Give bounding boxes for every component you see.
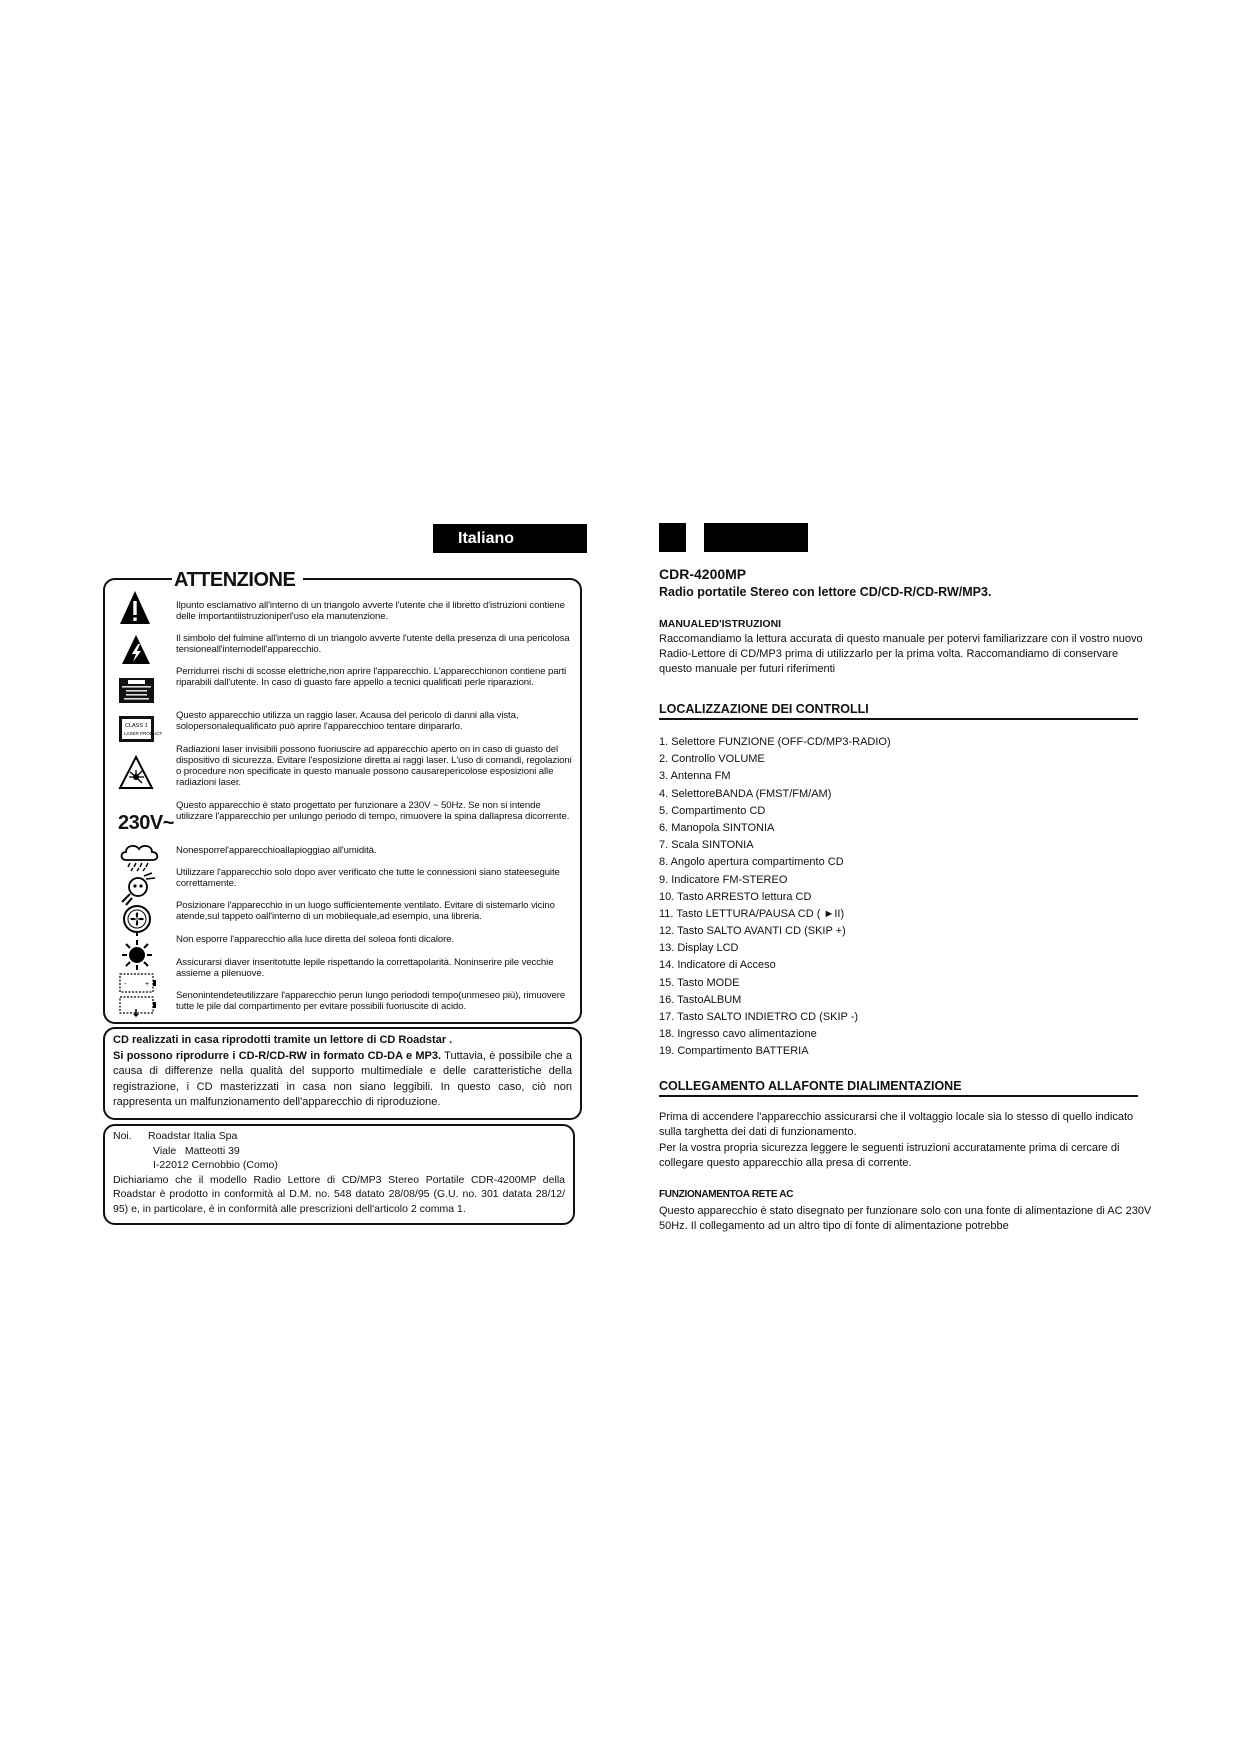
warning-text-voltage: Questo apparecchio è stato progettato per funzionare a 230V ~ 50Hz. Se non si intende utilizzare l'apparecchio per unlungo periodo di tempo, rimuovere la spina dallapresa dicorrente.: [176, 800, 570, 822]
list-item: 3. Antenna FM: [659, 770, 731, 783]
warning-text-exclamation: Ilpunto esclamativo all'interno di un triangolo avverte l'utente che il libretto d'istruzioni contiene delle importantiistruzioniperl'uso ela manutenzione.: [176, 600, 565, 622]
attenzione-title: ATTENZIONE: [172, 568, 303, 592]
list-item: 12. Tasto SALTO AVANTI CD (SKIP +): [659, 925, 846, 938]
voltage-230v-icon: 230V~: [118, 812, 174, 834]
exclamation-triangle-icon: [119, 590, 151, 626]
rain-cloud-icon: [118, 842, 162, 872]
lightning-triangle-icon: [121, 634, 151, 666]
plug-connection-icon: [118, 872, 158, 906]
list-item: 1. Selettore FUNZIONE (OFF-CD/MP3-RADIO): [659, 736, 891, 748]
warning-text-connections: Utilizzare l'apparecchio solo dopo aver verificato che tutte le connessioni siano stateeseguite correttamente.: [176, 867, 560, 889]
declaration-street: Viale Matteotti 39: [153, 1144, 240, 1157]
svg-text:LASER PRODUCT: LASER PRODUCT: [124, 731, 163, 736]
declaration-text: Dichiariamo che il modello Radio Lettore di CD/MP3 Stereo Portatile CDR-4200MP della Roadstar è prodotto in conformità al D.M. no. 548 datato 28/08/95 (G.U. no. 301 datata 28/12/ 95) e, in particolare, è in conformità alle prescrizioni dell'articolo 2 comma 1.: [113, 1173, 565, 1215]
declaration-noi: Noi.: [113, 1130, 132, 1142]
list-item: 6. Manopola SINTONIA: [659, 821, 775, 834]
list-item: 2. Controllo VOLUME: [659, 753, 765, 766]
warning-text-sun: Non esporre l'apparecchio alla luce diretta del soleoa fonti dicalore.: [176, 934, 455, 945]
model-subtitle: Radio portatile Stereo con lettore CD/CD-R/CD-RW/MP3.: [659, 585, 992, 599]
svg-text:CLASS 1: CLASS 1: [125, 723, 148, 729]
battery-polarity-icon: [119, 972, 157, 994]
list-item: 19. Compartimento BATTERIA: [659, 1045, 809, 1058]
manual-heading: MANUALED'ISTRUZIONI: [659, 618, 782, 630]
power-text-2: Per la vostra propria sicurezza leggere le seguenti istruzioni accuratamente prima di cercare di collegare questo apparecchio alla presa di corrente.: [659, 1142, 1120, 1169]
list-item: 16. TastoALBUM: [659, 993, 742, 1006]
list-item: 5. Compartimento CD: [659, 804, 766, 817]
controls-list: [659, 735, 1139, 1062]
warning-text-laser-radiation: Radiazioni laser invisibili possono fuoriuscire ad apparecchio aperto on in caso di guasto del dispositivo di sicurezza. Evitare l'esposizione diretta ai raggi laser. L'uso di comandi, regolazioni o procedure non specificate in questo manuale possono causarepericolose esposizioni alle radiazioni laser.: [176, 744, 572, 788]
power-heading: COLLEGAMENTO ALLAFONTE DIALIMENTAZIONE: [659, 1079, 1138, 1097]
warning-text-battery-polarity: Assicurarsi diaver inseritotutte lepile rispettando la correttapolarità. Noninserire pile vecchie assieme a pilenuove.: [176, 957, 554, 979]
left-page-header-label: Italiano Italiano25: [458, 530, 532, 576]
caution-label-icon: [119, 678, 154, 703]
cd-notice-line1: CD realizzati in casa riprodotti tramite un lettore di CD Roadstar .: [113, 1034, 453, 1046]
controls-heading: LOCALIZZAZIONE DEI CONTROLLI: [659, 702, 1138, 720]
list-item: 11. Tasto LETTURA/PAUSA CD ( ►II): [659, 907, 845, 920]
list-item: 18. Ingresso cavo alimentazione: [659, 1028, 817, 1041]
warning-text-lightning: Il simbolo del fulmine all'interno di un triangolo avverte l'utente della presenza di una pericolosa tensioneall'internodell'apparecchio.: [176, 633, 570, 655]
class1-laser-label-icon: [119, 716, 163, 742]
list-item: 14. Indicatore di Acceso: [659, 959, 776, 972]
svg-text:-: -: [124, 981, 127, 988]
list-item: 17. Tasto SALTO INDIETRO CD (SKIP -): [659, 1011, 859, 1023]
list-item: 9. Indicatore FM-STEREO: [659, 873, 788, 886]
list-item: 10. Tasto ARRESTO lettura CD: [659, 890, 812, 903]
cd-notice-body: [113, 1049, 572, 1111]
manual-text: Raccomandiamo la lettura accurata di questo manuale per potervi familiarizzare con il vostro nuovo Radio-Lettore di CD/MP3 prima di utilizzarlo per la prima volta. Raccomandiamo di conservare questo manuale per futuri riferimenti: [659, 633, 1143, 675]
warning-text-ventilation: Posizionare l'apparecchio in un luogo sufficientemente ventilato. Evitare di sistemarlo vicino atende,sul tappeto oall'interno di un mobilequale,ad esempio, una libreria.: [176, 900, 555, 922]
right-page-header-block-small: [659, 523, 686, 552]
sun-icon: [121, 939, 153, 971]
list-item: 4. SelettoreBANDA (FMST/FM/AM): [659, 787, 832, 800]
laser-triangle-icon: [118, 755, 154, 791]
ac-text: Questo apparecchio è stato disegnato per funzionare solo con una fonte di alimentazione di AC 230V 50Hz. Il collegamento ad un altro tipo di fonte di alimentazione potrebbe: [659, 1205, 1152, 1232]
list-item: 13. Display LCD: [659, 942, 739, 955]
left-page-header: [433, 524, 587, 576]
battery-remove-icon: [119, 995, 157, 1017]
warning-text-laser-class: Questo apparecchio utilizza un raggio laser. Acausa del pericolo di danni alla vista, solopersonalequalificato può aprire l'apparecchioo tentare diripararlo.: [176, 710, 519, 732]
cd-notice-box: [103, 1027, 582, 1120]
cd-notice-bold: Si possono riprodurre i CD-R/CD-RW in formato CD-DA e MP3.: [113, 1049, 442, 1062]
list-item: 7. Scala SINTONIA: [659, 839, 754, 852]
declaration-header: [113, 1129, 565, 1144]
ventilation-fan-icon: [121, 903, 153, 937]
declaration-box: [103, 1124, 575, 1225]
warning-text-caution: Perridurrei rischi di scosse elettriche,non aprire l'apparecchio. L'apparecchionon contiene parti riparabili dall'utente. In caso di guasto fare appello a tecnici qualificati perle riparazioni.: [176, 666, 567, 688]
power-text-1: Prima di accendere l'apparecchio assicurarsi che il voltaggio locale sia lo stesso di quello indicato sulla targhetta dei dati di funzionamento.: [659, 1111, 1134, 1138]
list-item: 8. Angolo apertura compartimento CD: [659, 856, 844, 869]
declaration-company: Roadstar Italia Spa: [148, 1130, 238, 1142]
cd-notice-rest: Tuttavia, è possibile che a causa di differenze nella qualità del supporto multimediale e delle caratteristiche della registrazione, i CD masterizzati in casa non siano leggibili. In questo caso, ciò non rappresenta un malfunzionamento dell'apparecchio di riproduzione.: [113, 1049, 572, 1108]
ac-heading: FUNZIONAMENTOA RETE AC: [659, 1189, 794, 1200]
warning-text-rain: Nonesporrel'apparecchioallapioggiao all'umidità.: [176, 845, 377, 856]
model-title: CDR-4200MP: [659, 566, 747, 582]
declaration-city: I-22012 Cernobbio (Como): [153, 1159, 278, 1171]
right-page-header-block: [704, 523, 808, 552]
warning-text-battery-remove: Senonintendeteutilizzare l'apparecchio perun lungo periododi tempo(unmeseo più), rimuovere tutte le pile dal compartimento per evitare possibili fuoriuscite di acido.: [176, 990, 566, 1012]
svg-text:+: +: [145, 981, 150, 988]
list-item: 15. Tasto MODE: [659, 976, 740, 989]
